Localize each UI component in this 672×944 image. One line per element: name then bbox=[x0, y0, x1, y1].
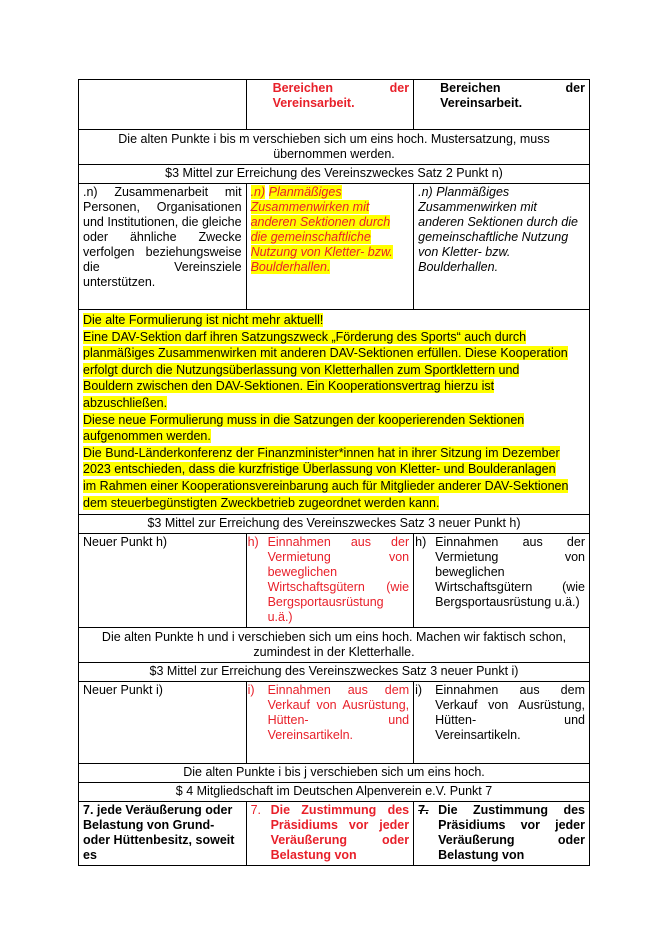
text-final-i: Einnahmen aus dem Verkauf von Ausrüstung, Hütten- und Vereinsartikeln. bbox=[435, 683, 585, 743]
row-heading-par4 bbox=[79, 783, 590, 802]
note-i-bis-j: Die alten Punkte i bis j verschieben sich um eins hoch. bbox=[79, 764, 590, 783]
yellow-note-p2: Eine DAV-Sektion darf ihren Satzungszweck „Förderung des Sports“ auch durch planmäßiges Zusammenwirken mit anderen DAV-Sektionen erfüllen. Diese Kooperation erfolgt durch die Nutzungsüberlassung von Kletterhallen zum Sportklettern und Bouldern zwischen den DAV-Sektionen. Ein Kooperationsvertrag hierzu ist abzuschließen. bbox=[83, 329, 568, 410]
row-h bbox=[79, 534, 590, 628]
cell-new-i bbox=[246, 682, 414, 764]
row-note-i-bis-j bbox=[79, 764, 590, 783]
text-new-bereichen: Bereichen der Vereinsarbeit. bbox=[272, 81, 410, 110]
text-final-7: Die Zustimmung des Präsidiums vor jeder Veräußerung oder Belastung von bbox=[438, 803, 585, 863]
row-n bbox=[79, 184, 590, 310]
row-7 bbox=[79, 802, 590, 866]
note-h-und-i: Die alten Punkte h und i verschieben sich um eins hoch. Machen wir faktisch schon, zumindest in der Kletterhalle. bbox=[79, 628, 590, 663]
cell-old-i bbox=[79, 682, 247, 764]
marker-final-h: h) bbox=[415, 535, 427, 550]
cell-old-7 bbox=[79, 802, 247, 866]
text-old-i: Neuer Punkt i) bbox=[83, 683, 163, 698]
text-final-h: Einnahmen aus der Vermietung von beweglichen Wirtschaftsgütern (wie Bergsportausrüstung u.ä.) bbox=[435, 535, 585, 610]
marker-new-i: i) bbox=[247, 683, 255, 698]
marker-new-7: 7. bbox=[250, 803, 261, 818]
text-new-h: Einnahmen aus der Vermietung von beweglichen Wirtschaftsgütern (wie Bergsportausrüstung u.ä.) bbox=[267, 535, 410, 625]
text-old-h: Neuer Punkt h) bbox=[83, 535, 168, 550]
cell-new-bereichen bbox=[246, 80, 414, 130]
marker-final-n: .n) bbox=[418, 185, 433, 199]
cell-final-i bbox=[414, 682, 590, 764]
row-heading-satz2 bbox=[79, 165, 590, 184]
yellow-note-p3: Diese neue Formulierung muss in die Satzungen der kooperierenden Sektionen aufgenommen werden. bbox=[83, 412, 525, 444]
cell-new-n bbox=[246, 184, 414, 310]
cell-final-7 bbox=[414, 802, 590, 866]
text-final-bereichen: Bereichen der Vereinsarbeit. bbox=[440, 81, 585, 110]
cell-new-h bbox=[246, 534, 414, 628]
marker-final-7: 7. bbox=[418, 803, 429, 818]
marker-new-n: .n) bbox=[250, 185, 266, 199]
text-new-7: Die Zustimmung des Präsidiums vor jeder Veräußerung oder Belastung von bbox=[270, 803, 410, 863]
cell-final-n bbox=[414, 184, 590, 310]
marker-new-h: h) bbox=[247, 535, 259, 550]
text-old-7: 7. jede Veräußerung oder Belastung von Grund- oder Hüttenbesitz, soweit es bbox=[83, 803, 235, 863]
row-note-h-und-i bbox=[79, 628, 590, 663]
comparison-table bbox=[78, 79, 590, 866]
cell-final-bereichen bbox=[414, 80, 590, 130]
row-bereichen bbox=[79, 80, 590, 130]
heading-par4: $ 4 Mitgliedschaft im Deutschen Alpenverein e.V. Punkt 7 bbox=[79, 783, 590, 802]
note-i-bis-m: Die alten Punkte i bis m verschieben sich um eins hoch. Mustersatzung, muss übernommen werden. bbox=[79, 130, 590, 165]
text-final-n: Planmäßiges Zusammenwirken mit anderen Sektionen durch die gemeinschaftliche Nutzung von Kletter- bzw. Boulderhallen. bbox=[418, 185, 578, 274]
cell-new-7 bbox=[246, 802, 414, 866]
text-new-i: Einnahmen aus dem Verkauf von Ausrüstung, Hütten- und Vereinsartikeln. bbox=[267, 683, 410, 743]
text-old-n: .n) Zusammenarbeit mit Personen, Organisationen und Institutionen, die gleiche oder ähnliche Zwecke verfolgen beziehungsweise die Vereinsziele unterstützen. bbox=[83, 185, 242, 289]
row-i bbox=[79, 682, 590, 764]
cell-empty bbox=[79, 80, 247, 130]
row-heading-satz3-i bbox=[79, 663, 590, 682]
row-note-i-bis-m bbox=[79, 130, 590, 165]
row-yellow-note bbox=[79, 310, 590, 515]
cell-old-h bbox=[79, 534, 247, 628]
row-heading-satz3-h bbox=[79, 515, 590, 534]
marker-final-i: i) bbox=[415, 683, 423, 698]
yellow-note bbox=[79, 310, 590, 515]
heading-satz3-i: $3 Mittel zur Erreichung des Vereinszweckes Satz 3 neuer Punkt i) bbox=[79, 663, 590, 682]
heading-satz3-h: $3 Mittel zur Erreichung des Vereinszweckes Satz 3 neuer Punkt h) bbox=[79, 515, 590, 534]
yellow-note-p4: Die Bund-Länderkonferenz der Finanzminister*innen hat in ihrer Sitzung im Dezember 2023 entschieden, dass die kurzfristige Überlassung von Kletter- und Boulderanlagen im Rahmen einer Kooperationsvereinbarung auch für Mitglieder anderer DAV-Sektionen dem steuerbegünstigten Zweckbetrieb zugeordnet werden kann. bbox=[83, 445, 569, 510]
cell-old-n bbox=[79, 184, 247, 310]
yellow-note-p1: Die alte Formulierung ist nicht mehr aktuell! bbox=[83, 313, 324, 327]
text-new-n: Planmäßiges Zusammenwirken mit anderen Sektionen durch die gemeinschaftliche Nutzung von Kletter- bzw. Boulderhallen. bbox=[250, 185, 393, 274]
heading-satz2-n: $3 Mittel zur Erreichung des Vereinszweckes Satz 2 Punkt n) bbox=[79, 165, 590, 184]
cell-final-h bbox=[414, 534, 590, 628]
